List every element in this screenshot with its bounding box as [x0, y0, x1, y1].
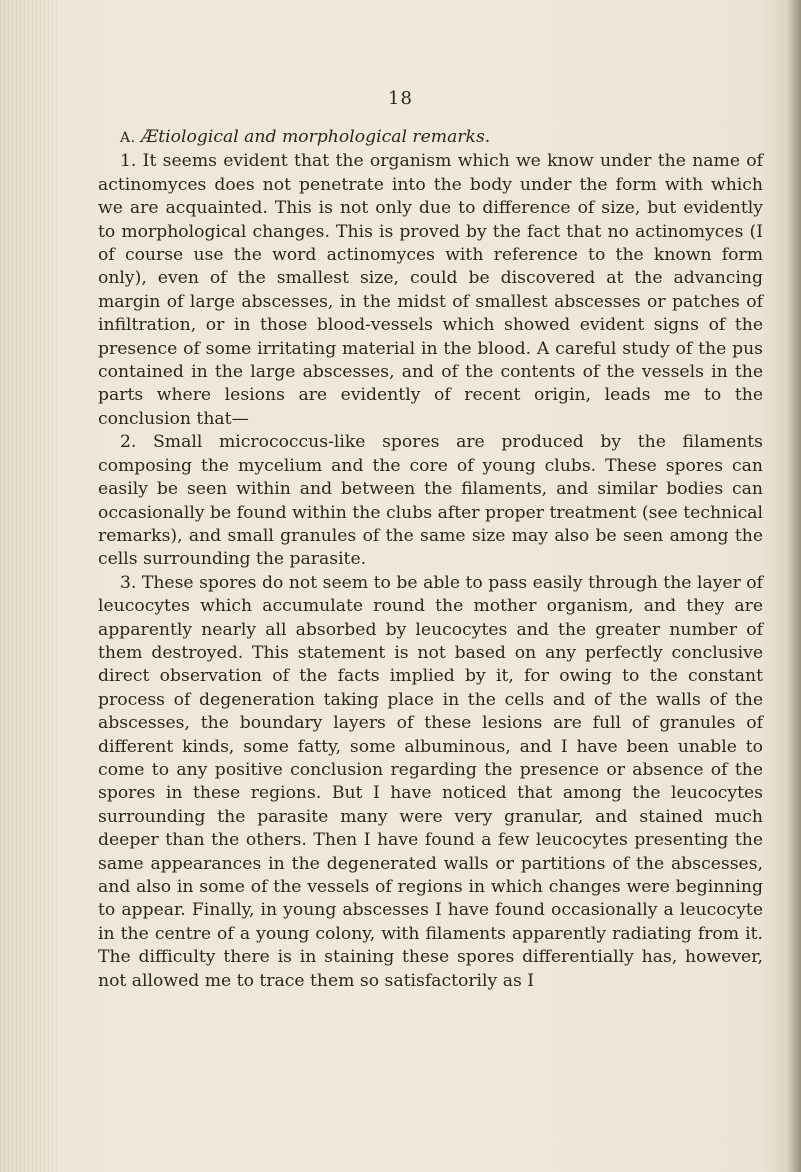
page-body [98, 126, 763, 993]
page-edge-shadow [787, 0, 801, 1172]
paragraph-1: 1. It seems evident that the organism which we know under the name of actinomyces does not penetrate into the body under the form with which we are acquainted. This is not only due to difference of size, but evidently to morphological changes. This is proved by the fact that no actinomyces (I of course use the word actinomyces with reference to the known form only), even of the smallest size, could be discovered at the advancing margin of large abscesses, in the midst of smallest abscesses or patches of infiltration, or in those blood-vessels which showed evident signs of the presence of some irritating material in the blood. A careful study of the pus contained in the large abscesses, and of the contents of the vessels in the parts where lesions are evidently of recent origin, leads me to the conclusion that— [98, 151, 763, 429]
section-title: Ætiological and morphological remarks. [141, 127, 491, 147]
section-letter: A. [120, 130, 136, 146]
page-binding-edge [0, 0, 58, 1172]
page-number: 18 [388, 88, 413, 109]
paragraph-3: 3. These spores do not seem to be able to pass easily through the layer of leucocytes which accumulate round the mother organism, and they are apparently nearly all absorbed by leucocytes and the greater number of them destroyed. This statement is not based on any perfectly conclusive direct observation of the facts implied by it, for owing to the constant process of degeneration taking place in the cells and of the walls of the abscesses, the boundary layers of these lesions are full of granules of different kinds, some fatty, some albuminous, and I have been unable to come to any positive conclusion regarding the presence or absence of the spores in these regions. But I have noticed that among the leucocytes surrounding the parasite many were very granular, and stained much deeper than the others. Then I have found a few leucocytes presenting the same appearances in the degenerated walls or partitions of the abscesses, and also in some of the vessels of regions in which changes were beginning to appear. Finally, in young abscesses I have found occasionally a leucocyte in the centre of a young colony, with filaments apparently radiating from it. The difficulty there is in staining these spores differentially has, however, not allowed me to trace them so satisfactorily as I [98, 572, 763, 991]
section-heading [98, 126, 763, 150]
paragraph-2: 2. Small micrococcus-like spores are produced by the filaments composing the mycelium and the core of young clubs. These spores can easily be seen within and between the filaments, and similar bodies can occasionally be found within the clubs after proper treatment (see technical remarks), and small granules of the same size may also be seen among the cells surrounding the parasite. [98, 432, 763, 570]
